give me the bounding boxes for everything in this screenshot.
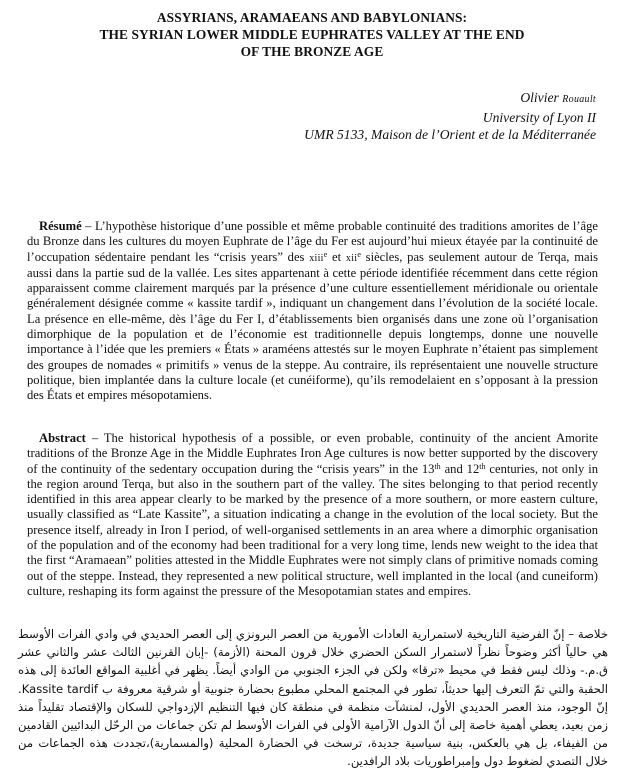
resume-text-3: siècles, pas seulement autour de Terqa, mais aussi dans la partie sud de la vallée. Les sites appartenant à cette période identifiée récemment dans cette région apparaissent comme clairement marqués par la présence d’une culture essentiellement méridionale ou orientale généralement désignée comme « kassite tardif », indiquant un changement dans l’évolution de la société locale. La présence en elle-même, dès l’âge du Fer I, d’établissements bien organisés dans une zone où l’organisation dimorphique de la population et de l’économie est traditionnelle depuis longtemps, donne une nouvelle importance à l’idée que les premiers « États » araméens attestés sur le moyen Euphrate n’étaient pas simplement des groupes de nomades « primitifs » venus de la steppe. Au contraire, ils représentaient une nouvelle structure politique, bien implantée dans la culture locale (et cunéiforme), qu’ils remodelaient en s’opposant à la pression des États et empires mésopotamiens. <box>27 249 598 403</box>
resume-text-2: et <box>327 249 346 264</box>
resume-section <box>27 219 598 404</box>
author-affiliation-university: University of Lyon II <box>482 109 596 125</box>
title-line-3: OF THE BRONZE AGE <box>240 44 384 59</box>
abstract-label: Abstract <box>39 431 86 445</box>
arabic-summary-paragraph: خلاصة – إنّ الفرضية التاريخية لاستمرارية العادات الأمورية من العصر البرونزي إلى العصر الحديدي في وادي الفرات الأوسط هي حالياً أكثر وضوحاً نظراً لاستمرار السكن الحضري خلال قرون المحنة (الأزمة) -إبان القرنين الثالث عشر والثاني عشر ق.م.- وذلك ليس فقط في محيط «ترقا» ولكن في الجزء الجنوبي من الوادي أيضاً. يظهر في أغلبية المواقع العائدة إلى هذه الحقبة والتي تمّ التعرف إليها حديثاً، تطور في المجتمع المحلي مطبوع بحضارة جنوبية أو شرقية معروفة ب Kassite tardif. إنّ الوجود، منذ العصر الحديدي الأول، لمنشآت منظمة في منطقة كان فيها التنظيم الإزدواجي للسكان والإقتصاد تقليداً منذ زمن بعيد، يعطي أهمية خاصة إلى أنّ الدول الآرامية الأولى في الفرات الأوسط لم تكن جماعات من الرحّل البدائيين القادمين من الفيفاء، بل هي بالعكس، بنية سياسية جديدة، ترسخت في الحضارة المحلية (والمسمارية)،تجددت هذه الجماعات من خلال التصدي لضغوط دول وإمبراطوريات بلاد الرافدين. <box>18 627 608 769</box>
author-block <box>304 89 596 144</box>
resume-text-1: – L’hypothèse historique d’une possible et même probable continuité des traditions amorites de l’âge du Bronze dans les cultures du moyen Euphrate de l’âge du Fer est aujourd’hui mieux étayée par la continuité de l’occupation sédentaire pendant les “crisis years” des <box>27 219 598 264</box>
author-last-name: Rouault <box>562 94 596 105</box>
resume-century-1: xiii <box>309 252 324 264</box>
title-line-2: THE SYRIAN LOWER MIDDLE EUPHRATES VALLEY AT THE END <box>99 27 525 42</box>
resume-sup-1: e <box>323 249 328 259</box>
abstract-text-1: – The historical hypothesis of a possible, or even probable, continuity of the ancient Amorite traditions of the Bronze Age in the Middle Euphrates Iron Age cultures is now better supported by the discovery of the continuity of the sedentary occupation during the “crisis years” in the 13 <box>27 431 598 476</box>
resume-label: Résumé <box>39 219 82 233</box>
resume-paragraph <box>27 219 598 404</box>
author-first-name: Olivier <box>520 90 559 105</box>
title-line-1: ASSYRIANS, ARAMAEANS AND BABYLONIANS: <box>156 10 468 25</box>
abstract-sup-2: th <box>479 461 486 471</box>
resume-sup-2: e <box>357 249 361 259</box>
abstract-paragraph <box>27 431 598 599</box>
abstract-sup-1: th <box>434 461 441 471</box>
author-affiliation-lab: UMR 5133, Maison de l’Orient et de la Méditerranée <box>304 127 596 142</box>
arabic-summary-section <box>18 625 608 771</box>
abstract-section <box>27 431 598 599</box>
paper-title <box>40 9 584 60</box>
abstract-text-2: and 12 <box>440 461 480 476</box>
resume-century-2: xii <box>345 252 358 264</box>
author-name <box>304 89 596 109</box>
abstract-text-3: centuries, not only in the region around Terqa, but also in the southern part of the valley. The sites belonging to that period recently identified in this area appear clearly to be marked by the presence of a more southern, or more eastern culture, usually classified as “Late Kassite”, a situation indicating a change in the evolution of the local society. But the presence itself, already in Iron I period, of well-organised settlements in an area where a dimorphic organisation of the population and of the economy had been traditional for a very long time, lends new weight to the idea that the first “Aramaean” polities attested in the Middle Euphrates were not simply clans of primitive nomads coming out of the steppe. Instead, they represented a new political structure, well implanted in the local (and cuneiform) culture, reshaping its form against the pressure of the Mesopotamian states and empires. <box>27 461 598 598</box>
